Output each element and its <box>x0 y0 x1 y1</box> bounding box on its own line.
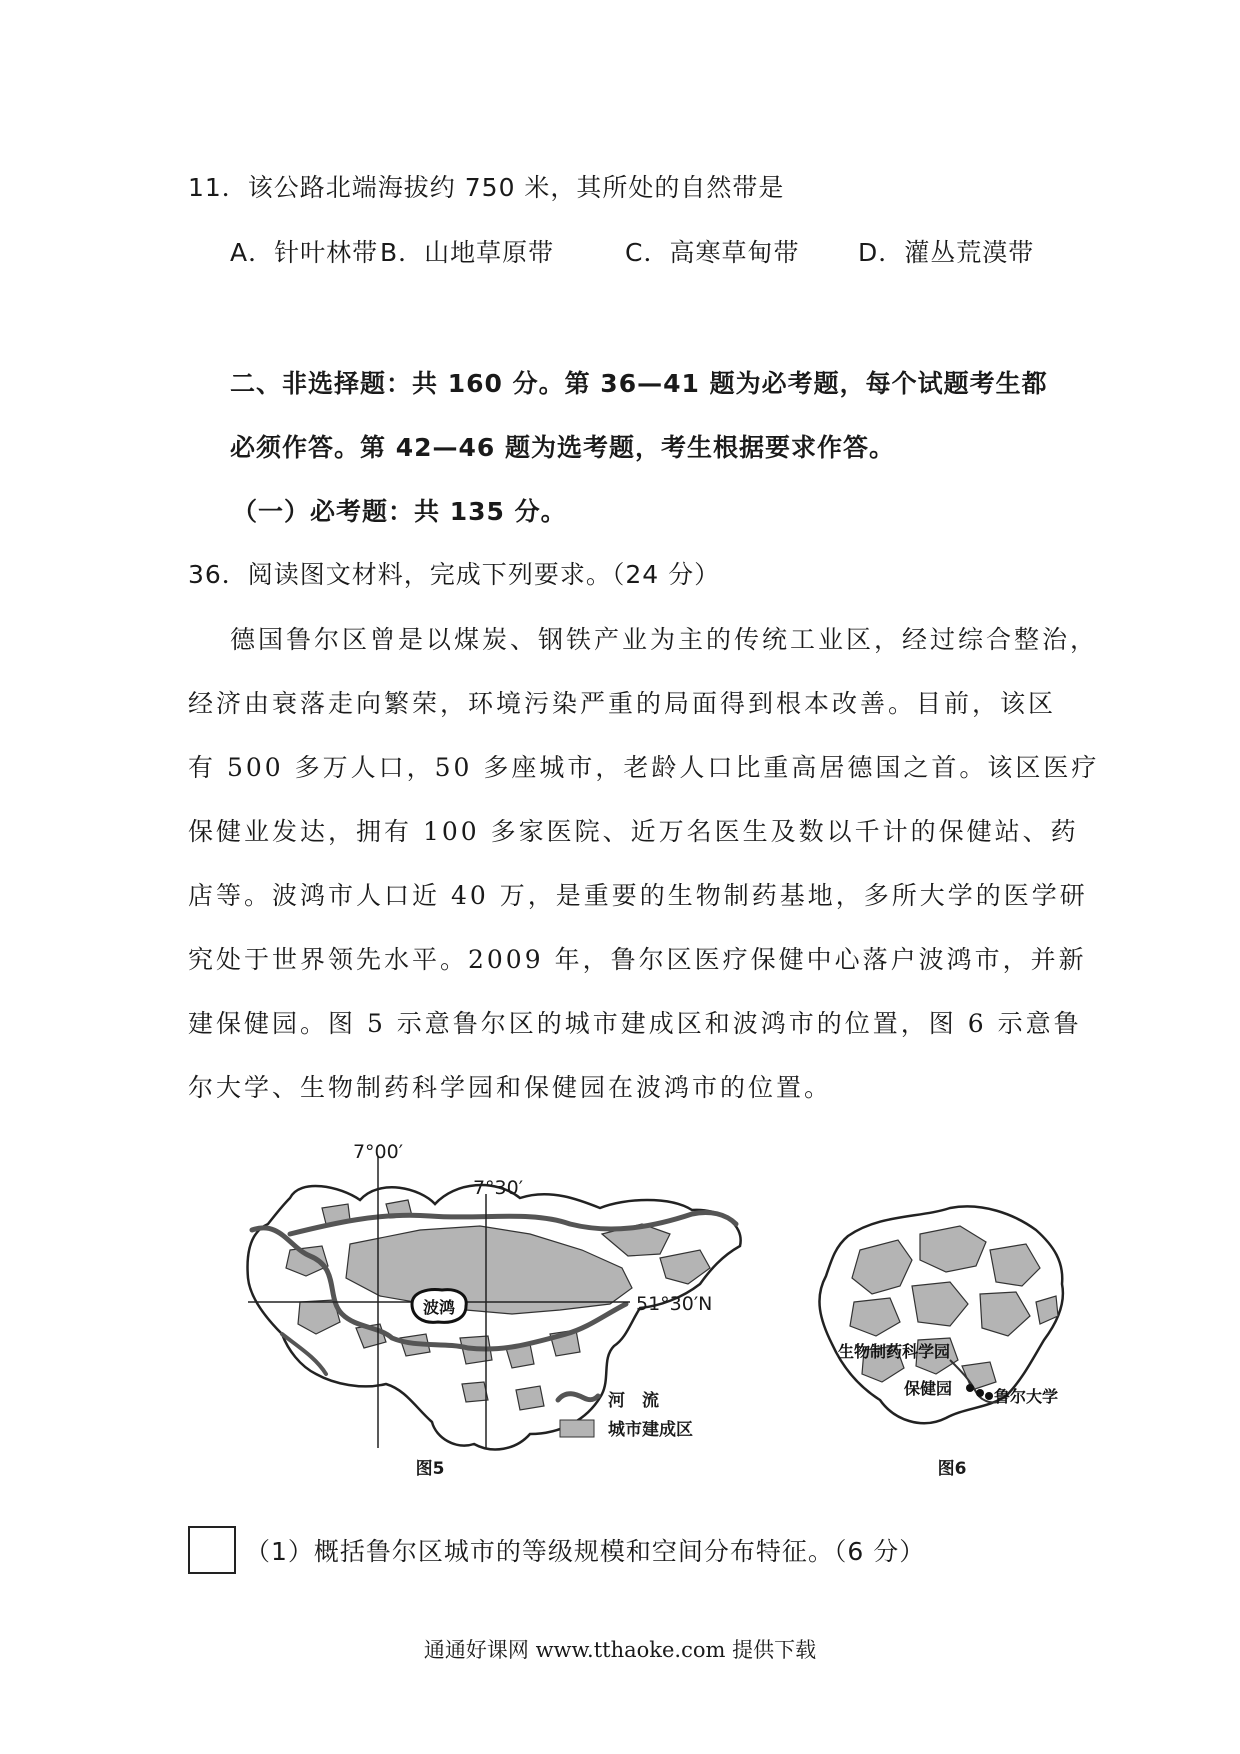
health-park-dot <box>966 1384 974 1392</box>
university-dot-2 <box>985 1392 993 1400</box>
q11-option-a[interactable]: A．针叶林带 <box>230 238 379 267</box>
legend-river-label: 河 流 <box>608 1391 659 1411</box>
q36-text-line: 究处于世界领先水平。2009 年，鲁尔区医疗保健中心落户波鸿市，并新 <box>188 945 1087 974</box>
q36-text-line: 店等。波鸿市人口近 40 万，是重要的生物制药基地，多所大学的医学研 <box>188 881 1088 910</box>
bochum-label: 波鸿 <box>422 1298 456 1317</box>
figure-5-map <box>230 1138 790 1478</box>
q36-text-line: 建保健园。图 5 示意鲁尔区的城市建成区和波鸿市的位置，图 6 示意鲁 <box>188 1009 1082 1038</box>
university-dot-1 <box>976 1389 984 1397</box>
q11-option-c[interactable]: C．高寒草甸带 <box>625 238 800 267</box>
latitude-label: 51°30′N <box>636 1293 713 1315</box>
legend-urban-swatch <box>560 1420 594 1437</box>
figure-6-caption: 图6 <box>937 1459 967 1479</box>
footer-source: 通通好课网 www.tthaoke.com 提供下载 <box>423 1638 817 1662</box>
legend-urban-label: 城市建成区 <box>608 1420 693 1440</box>
figure-5-caption: 图5 <box>415 1459 445 1478</box>
health-park-label: 保健园 <box>904 1379 953 1398</box>
q36-text-line: 尔大学、生物制药科学园和保健园在波鸿市的位置。 <box>188 1073 833 1102</box>
section2-subheading: （一）必考题：共 135 分。 <box>232 497 567 526</box>
bochum-marker <box>412 1290 466 1323</box>
q36-text-line: 经济由衰落走向繁荣，环境污染严重的局面得到根本改善。目前，该区 <box>188 689 1057 718</box>
biopharma-park-label: 生物制药科学园 <box>838 1342 951 1361</box>
q11-option-b[interactable]: B．山地草原带 <box>380 238 555 267</box>
section2-line1: 二、非选择题：共 160 分。第 36—41 题为必考题，每个试题考生都 <box>230 369 1048 398</box>
q36-stem: 36．阅读图文材料，完成下列要求。（24 分） <box>188 560 721 589</box>
q36-text-line: 保健业发达，拥有 100 多家医院、近万名医生及数以千计的保健站、药 <box>188 817 1079 846</box>
section2-line2: 必须作答。第 42—46 题为选考题，考生根据要求作答。 <box>230 433 895 462</box>
figure-6-map <box>800 1190 1100 1480</box>
q11-option-d[interactable]: D．灌丛荒漠带 <box>858 238 1035 267</box>
longitude-label-7-30: 7°30′ <box>472 1177 524 1199</box>
q36-text-line: 有 500 多万人口，50 多座城市，老龄人口比重高居德国之首。该区医疗 <box>188 753 1100 782</box>
q36-text-line: 德国鲁尔区曾是以煤炭、钢铁产业为主的传统工业区，经过综合整治， <box>230 625 1099 654</box>
q11-stem: 11．该公路北端海拔约 750 米，其所处的自然带是 <box>188 173 785 202</box>
q36-subquestion-1: （1）概括鲁尔区城市的等级规模和空间分布特征。（6 分） <box>245 1537 926 1566</box>
ruhr-university-label: 鲁尔大学 <box>994 1387 1059 1406</box>
longitude-label-7-00: 7°00′ <box>352 1141 404 1163</box>
answer-checkbox[interactable] <box>188 1526 236 1574</box>
